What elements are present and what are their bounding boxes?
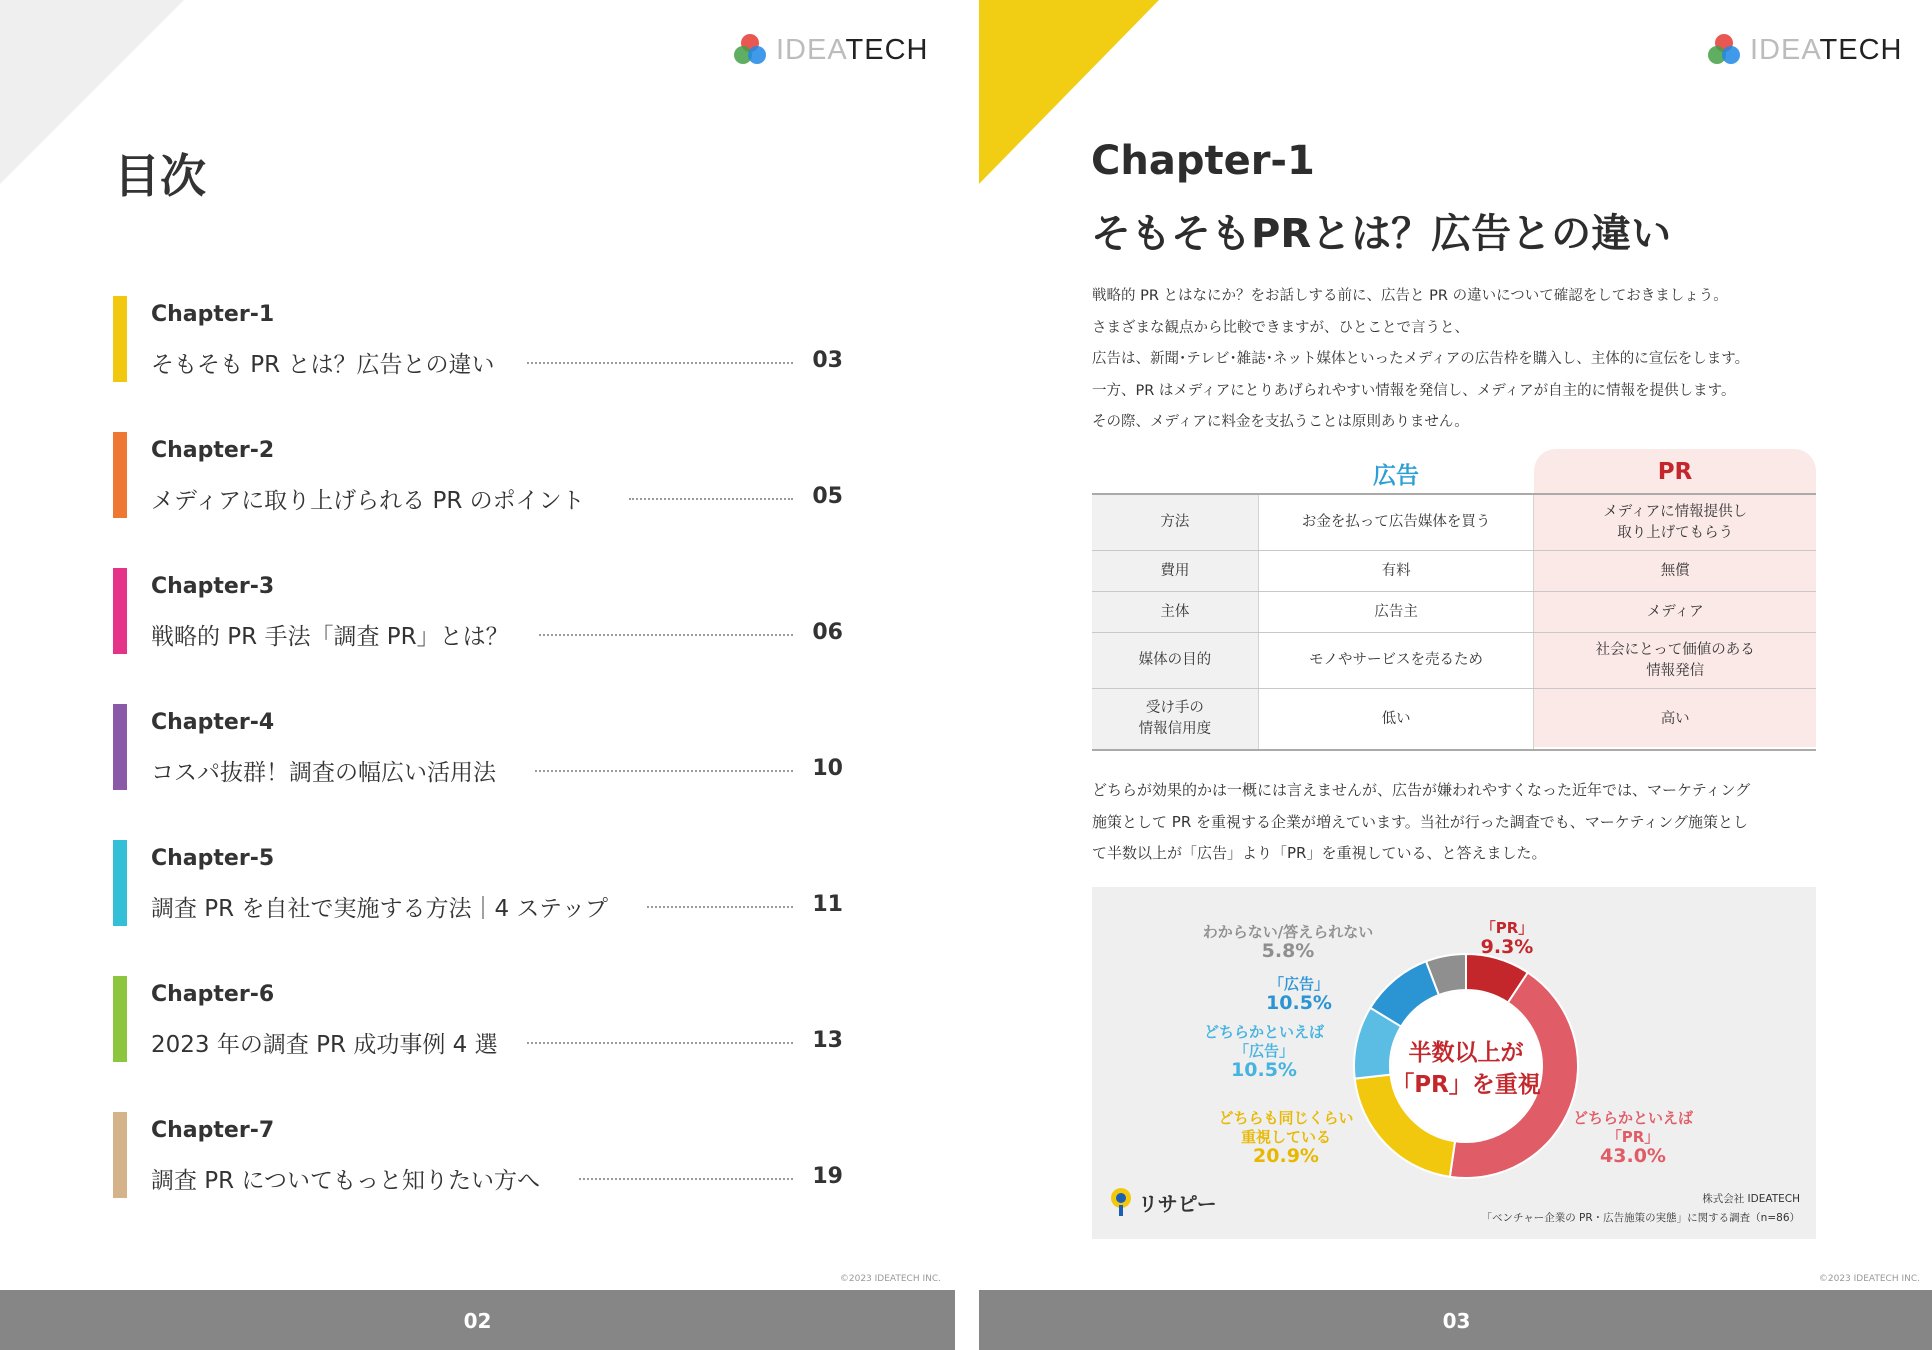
- page-number-footer: 03: [979, 1290, 1932, 1350]
- slice-value: 43.0%: [1600, 1145, 1666, 1167]
- slice-value: 5.8%: [1261, 940, 1315, 962]
- table-row: [1092, 591, 1816, 632]
- toc-chapter-label: Chapter-6: [151, 982, 275, 1007]
- toc-chapter-title: 2023 年の調査 PR 成功事例 4 選: [151, 1032, 498, 1058]
- slice-label: [1196, 1109, 1376, 1166]
- logo-icon: [1706, 32, 1742, 68]
- source-line: 株式会社 IDEATECH: [1702, 1193, 1800, 1205]
- row-label: 費用: [1092, 551, 1258, 591]
- intro-line: その際、メディアに料金を支払うことは原則ありません。: [1092, 414, 1469, 430]
- slice-value: 20.9%: [1253, 1145, 1319, 1167]
- header-ad: 広告: [1373, 463, 1419, 489]
- page-toc: [0, 0, 955, 1350]
- location-pin-icon: [1108, 1187, 1134, 1217]
- toc-page-number: 10: [812, 756, 843, 781]
- toc-page-number: 05: [812, 484, 843, 509]
- slice-name: 「PR」: [1480, 919, 1534, 937]
- cell-ad: モノやサービスを売るため: [1258, 633, 1535, 688]
- slice-name: どちらかといえば 「PR」: [1572, 1109, 1693, 1146]
- toc-page-number: 03: [812, 348, 843, 373]
- table-body: [1092, 493, 1816, 751]
- chapter-label: Chapter-1: [1091, 138, 1315, 184]
- toc-chapter-label: Chapter-4: [151, 710, 275, 735]
- toc-color-bar: [113, 432, 127, 518]
- conclusion-line: て半数以上が「広告」より「PR」を重視している、と答えました。: [1092, 844, 1547, 862]
- slice-value: 10.5%: [1231, 1059, 1297, 1081]
- cell-pr: 無償: [1660, 562, 1690, 579]
- toc-page-number: 11: [812, 892, 843, 917]
- cell-pr: メディア: [1646, 603, 1704, 620]
- page-title: 目次: [114, 149, 206, 203]
- row-label: 主体: [1092, 592, 1258, 632]
- ideatech-logo: [1706, 32, 1903, 68]
- cell-ad: 低い: [1258, 689, 1535, 749]
- toc-chapter-title: 戦略的 PR 手法「調査 PR」とは？: [151, 624, 509, 650]
- conclusion-line: どちらが効果的かは一概には言えませんが、広告が嫌われやすくなった近年では、マーケティング: [1092, 781, 1751, 799]
- row-label: 媒体の目的: [1092, 633, 1258, 688]
- row-label: 方法: [1092, 495, 1258, 550]
- slice-name: 「広告」: [1268, 975, 1329, 993]
- risapi-logo: [1108, 1187, 1217, 1217]
- toc-chapter-title: コスパ抜群！調査の幅広い活用法: [151, 760, 496, 786]
- copyright: ©2023 IDEATECH INC.: [1818, 1274, 1920, 1284]
- toc-leader-dots: [629, 498, 793, 500]
- slice-label: [1184, 1023, 1344, 1080]
- header-pr: PR: [1657, 459, 1693, 485]
- slice-label: [1188, 923, 1388, 961]
- toc-leader-dots: [527, 1042, 793, 1044]
- toc-leader-dots: [579, 1178, 793, 1180]
- slice-label: [1558, 1109, 1708, 1166]
- slice-name: どちらかといえば 「広告」: [1203, 1023, 1324, 1060]
- conclusion-paragraph: [1092, 775, 1832, 870]
- toc-chapter-label: Chapter-1: [151, 302, 275, 327]
- toc-color-bar: [113, 840, 127, 926]
- donut-chart: [1352, 952, 1580, 1180]
- toc-color-bar: [113, 568, 127, 654]
- table-row: [1092, 688, 1816, 751]
- comparison-table: [1092, 449, 1816, 751]
- donut-center-label: 半数以上が: [1408, 1040, 1524, 1066]
- logo-text: IDEATECH: [1750, 33, 1903, 66]
- cell-ad: 広告主: [1258, 592, 1535, 632]
- toc-item[interactable]: [113, 1112, 843, 1198]
- page-chapter-1: [979, 0, 1932, 1350]
- toc-chapter-label: Chapter-2: [151, 438, 275, 463]
- toc-chapter-title: 調査 PR を自社で実施する方法｜4 ステップ: [151, 896, 608, 922]
- toc-chapter-label: Chapter-5: [151, 846, 275, 871]
- toc-item[interactable]: [113, 432, 843, 518]
- donut-hole: [1391, 991, 1541, 1141]
- logo-icon: [732, 32, 768, 68]
- logo-text: IDEATECH: [776, 33, 929, 66]
- toc-chapter-title: 調査 PR についてもっと知りたい方へ: [151, 1168, 541, 1194]
- toc-color-bar: [113, 1112, 127, 1198]
- copyright: ©2023 IDEATECH INC.: [839, 1274, 941, 1284]
- toc-item[interactable]: [113, 976, 843, 1062]
- cell-ad: お金を払って広告媒体を買う: [1258, 495, 1535, 550]
- slice-name: わからない/答えられない: [1202, 923, 1374, 941]
- toc-item[interactable]: [113, 704, 843, 790]
- survey-chart: [1092, 887, 1816, 1239]
- toc-leader-dots: [539, 634, 793, 636]
- table-row: [1092, 493, 1816, 550]
- risapi-logo-text: リサピー: [1138, 1191, 1217, 1216]
- toc-chapter-title: メディアに取り上げられる PR のポイント: [151, 488, 585, 514]
- toc-page-number: 06: [812, 620, 843, 645]
- toc-chapter-label: Chapter-3: [151, 574, 275, 599]
- intro-line: 戦略的 PR とはなにか？をお話しする前に、広告と PR の違いについて確認をしておきましょう。: [1092, 288, 1728, 304]
- page-number-footer: 02: [0, 1290, 955, 1350]
- toc-leader-dots: [647, 906, 793, 908]
- toc-chapter-label: Chapter-7: [151, 1118, 275, 1143]
- table-header: [1092, 449, 1816, 493]
- toc-color-bar: [113, 976, 127, 1062]
- toc-page-number: 19: [812, 1164, 843, 1189]
- ideatech-logo: [732, 32, 929, 68]
- toc-leader-dots: [535, 770, 793, 772]
- toc-chapter-title: そもそも PR とは？広告との違い: [151, 352, 495, 378]
- chapter-title: そもそもPRとは？広告との違い: [1091, 211, 1672, 257]
- conclusion-line: 施策として PR を重視する企業が増えています。当社が行った調査でも、マーケティング施策とし: [1092, 812, 1749, 831]
- cell-pr: メディアに情報提供し 取り上げてもらう: [1603, 503, 1748, 541]
- source-line: 「ベンチャー企業の PR・広告施策の実態」に関する調査（n=86）: [1481, 1212, 1800, 1224]
- intro-line: 一方、PR はメディアにとりあげられやすい情報を発信し、メディアが自主的に情報を提供します。: [1092, 382, 1736, 399]
- slice-value: 10.5%: [1266, 992, 1332, 1014]
- table-row: [1092, 632, 1816, 688]
- slice-name: どちらも同じくらい 重視している: [1218, 1109, 1354, 1146]
- row-label: 受け手の 情報信用度: [1092, 689, 1258, 749]
- toc-color-bar: [113, 296, 127, 382]
- toc-leader-dots: [527, 362, 793, 364]
- slice-value: 9.3%: [1480, 936, 1534, 958]
- donut-center-label: 「PR」を重視: [1391, 1072, 1541, 1098]
- intro-line: さまざまな観点から比較できますが、ひとことで言うと、: [1092, 319, 1469, 336]
- intro-line: 広告は、新聞･テレビ･雑誌･ネット媒体といったメディアの広告枠を購入し、主体的に宣伝をします。: [1092, 351, 1750, 367]
- cell-pr: 社会にとって価値のある 情報発信: [1595, 641, 1755, 679]
- intro-paragraph: [1092, 281, 1832, 439]
- toc-page-number: 13: [812, 1028, 843, 1053]
- toc-item[interactable]: [113, 840, 843, 926]
- toc-item[interactable]: [113, 296, 843, 382]
- survey-source: [1482, 1190, 1800, 1228]
- slice-label: [1452, 919, 1562, 957]
- toc-item[interactable]: [113, 568, 843, 654]
- cell-pr: 高い: [1660, 710, 1690, 727]
- slice-label: [1264, 975, 1334, 1013]
- cell-ad: 有料: [1258, 551, 1535, 591]
- table-row: [1092, 550, 1816, 591]
- toc-color-bar: [113, 704, 127, 790]
